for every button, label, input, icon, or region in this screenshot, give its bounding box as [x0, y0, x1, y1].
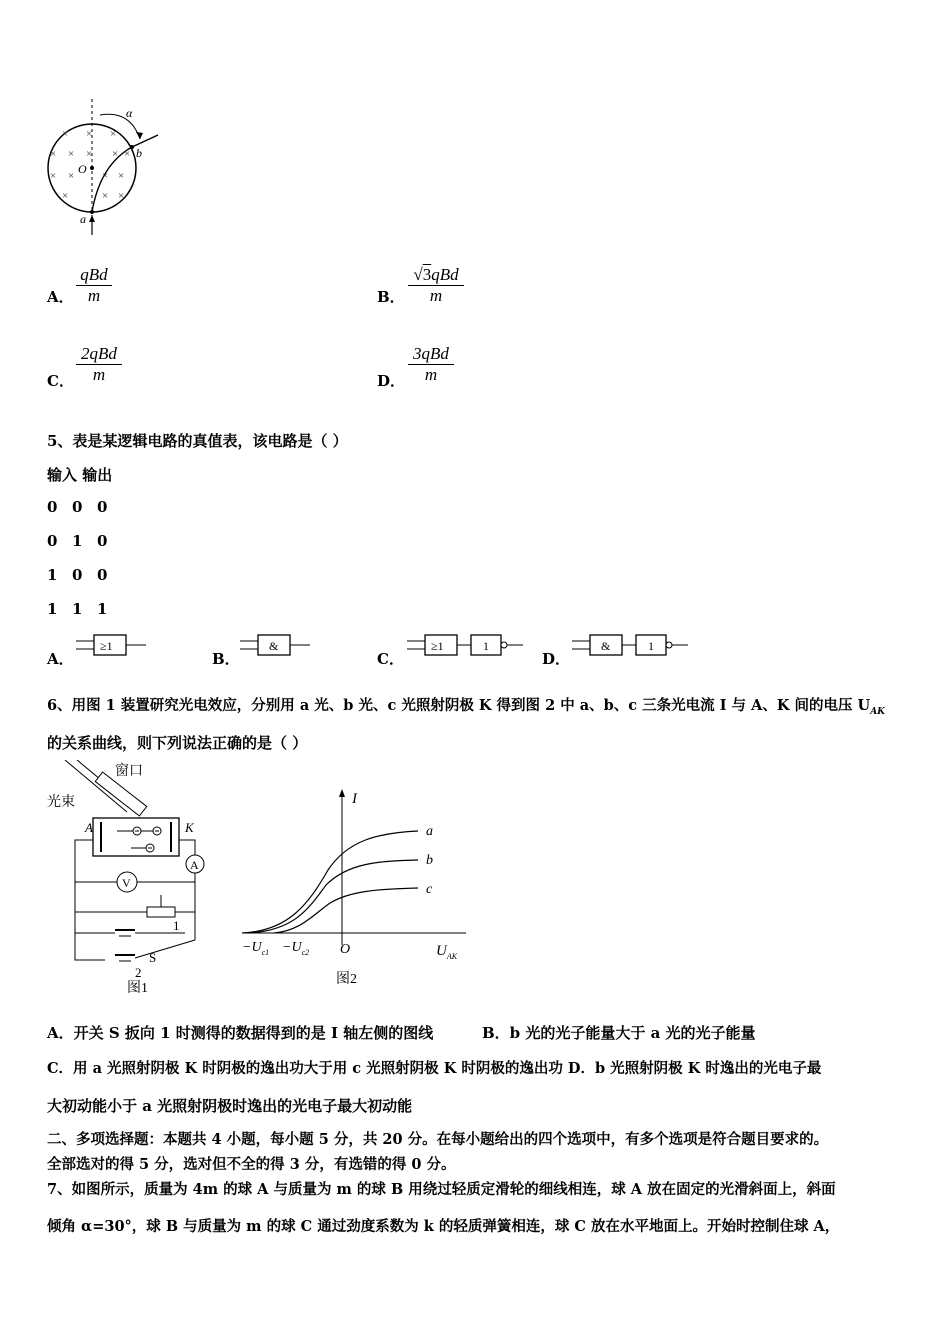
gate-label: & [269, 639, 279, 653]
section2-line1: 二、多项选择题：本题共 4 小题，每小题 5 分，共 20 分。在每小题给出的四个选项中，有多个选项是符合题目要求的。 [47, 1131, 829, 1148]
label-alpha: α [126, 106, 133, 120]
cell: 1 [72, 532, 83, 550]
q6-stem-subscript: AK [870, 706, 886, 717]
figure-1-apparatus [45, 760, 220, 1000]
cross-mark: × [50, 148, 57, 160]
q5-stem: 5、表是某逻辑电路的真值表，该电路是（ ） [47, 432, 348, 450]
figure-2-iu-curves [238, 785, 473, 995]
numerator-rest: qBd [431, 265, 459, 284]
voltmeter-label: V [122, 876, 131, 890]
cross-mark: × [110, 128, 117, 140]
gate-label: & [601, 639, 611, 653]
truth-table-row [47, 532, 122, 550]
numerator: 2qBd [76, 344, 122, 365]
denominator: m [429, 286, 443, 305]
curve-b-label: b [426, 853, 433, 868]
numerator: qBd [76, 265, 112, 286]
label-b: b [136, 146, 142, 160]
curve-c-label: c [426, 882, 433, 897]
nand-gate-symbol [572, 632, 690, 658]
switch-pos-2: 2 [135, 965, 142, 980]
x-axis-label [436, 943, 458, 961]
numerator: 3qBd [408, 344, 454, 365]
cell: 0 [72, 566, 83, 584]
cell: 0 [97, 532, 108, 550]
uc2-main: −U [282, 940, 302, 955]
figure-2-caption: 图2 [336, 972, 357, 987]
uc2-label [282, 940, 309, 957]
point-a [90, 210, 94, 214]
label-a: a [80, 212, 86, 226]
gate-option-c-letter[interactable]: C． [377, 650, 404, 668]
cross-mark: × [102, 170, 109, 182]
cross-mark: × [118, 190, 125, 202]
switch-label: S [149, 950, 157, 965]
truth-table-row [47, 600, 122, 618]
cross-mark: × [68, 148, 75, 160]
vacuum-tube [93, 818, 179, 856]
uc1-label [242, 940, 269, 957]
numerator: √3qBd [408, 265, 464, 286]
label-A: A [85, 820, 93, 835]
uc1-sub: c1 [261, 948, 270, 957]
q6-option-c-d[interactable]: C．用 a 光照射阴极 K 时阴极的逸出功大于用 c 光照射阴极 K 时阴极的逸出功 D．b 光照射阴极 K 时逸出的光电子最 [47, 1060, 822, 1077]
figure-1-caption: 图1 [127, 981, 148, 996]
switch-pos-1: 1 [173, 918, 180, 933]
gate-label: ≥1 [100, 639, 113, 653]
cell: 0 [47, 498, 58, 516]
q6-option-b[interactable]: B．b 光的光子能量大于 a 光的光子能量 [482, 1024, 756, 1042]
option-a-letter[interactable]: A． [47, 288, 74, 306]
option-d-letter[interactable]: D． [377, 372, 406, 390]
point-o [90, 166, 94, 170]
label-K: K [185, 820, 194, 835]
origin-label: O [340, 942, 351, 957]
x-axis-sub: AK [446, 952, 458, 961]
not-label: 1 [648, 639, 654, 653]
curve-c [274, 888, 418, 933]
curve-b [248, 860, 418, 933]
cross-mark: × [62, 190, 69, 202]
cross-mark: × [62, 128, 69, 140]
magnetic-field-figure [40, 95, 170, 245]
curve-a-label: a [426, 824, 433, 839]
cell: 1 [97, 600, 108, 618]
cell: 0 [47, 532, 58, 550]
q7-line1: 7、如图所示，质量为 4m 的球 A 与质量为 m 的球 B 用绕过轻质定滑轮的细线相连，球 A 放在固定的光滑斜面上，斜面 [47, 1181, 836, 1198]
q6-stem-text: 6、用图 1 装置研究光电效应，分别用 a 光、b 光、c 光照射阴极 K 得到图 2 中 a、b、c 三条光电流 I 与 A、K 间的电压 U [47, 697, 871, 714]
cross-mark: × [124, 148, 131, 160]
option-b-letter[interactable]: B． [377, 288, 405, 306]
cross-mark: × [112, 148, 119, 160]
cell: 0 [97, 566, 108, 584]
truth-table-header: 输入 输出 [47, 466, 113, 484]
truth-table-row [47, 566, 122, 584]
cell: 1 [47, 566, 58, 584]
option-c-fraction [76, 344, 122, 385]
label-window: 窗口 [115, 764, 143, 779]
cross-mark: × [86, 148, 93, 160]
y-axis-label: I [352, 791, 357, 807]
cross-mark: × [102, 190, 109, 202]
sqrt-radicand: 3 [422, 265, 432, 284]
gate-label: ≥1 [431, 639, 444, 653]
q6-stem-line2: 的关系曲线，则下列说法正确的是（ ） [47, 734, 308, 752]
cross-mark: × [68, 170, 75, 182]
angle-arrowhead [136, 132, 143, 139]
cross-mark: × [86, 128, 93, 140]
option-b-fraction [408, 265, 464, 306]
gate-option-d-letter[interactable]: D． [542, 650, 571, 668]
point-b [130, 145, 134, 149]
section2-line2: 全部选对的得 5 分，选对但不全的得 3 分，有选错的得 0 分。 [47, 1156, 456, 1173]
denominator: m [424, 365, 438, 384]
rheostat [147, 907, 175, 917]
cross-mark: × [50, 170, 57, 182]
q6-option-d-cont[interactable]: 大初动能小于 a 光照射阴极时逸出的光电子最大初动能 [47, 1097, 413, 1115]
entry-arrowhead [89, 215, 95, 222]
nor-gate-symbol [407, 632, 525, 658]
cell: 0 [72, 498, 83, 516]
q7-line2: 倾角 α=30°，球 B 与质量为 m 的球 C 通过劲度系数为 k 的轻质弹簧相连，球 C 放在水平地面上。开始时控制住球 A， [47, 1218, 840, 1235]
x-axis-main: U [436, 943, 447, 959]
q6-stem-line1 [47, 694, 885, 717]
label-o: O [78, 162, 87, 176]
truth-table-row [47, 498, 122, 516]
cell: 0 [97, 498, 108, 516]
or-gate-symbol [76, 632, 148, 658]
cross-mark: × [118, 170, 125, 182]
cell: 1 [47, 600, 58, 618]
denominator: m [92, 365, 106, 384]
q6-option-a[interactable]: A．开关 S 扳向 1 时测得的数据得到的是 I 轴左侧的图线 [47, 1024, 434, 1042]
ammeter-label: A [190, 858, 199, 872]
cell: 1 [72, 600, 83, 618]
gate-option-a-letter[interactable]: A． [47, 650, 74, 668]
option-c-letter[interactable]: C． [47, 372, 74, 390]
not-label: 1 [483, 639, 489, 653]
option-a-fraction [76, 265, 112, 306]
gate-option-b-letter[interactable]: B． [212, 650, 240, 668]
and-gate-symbol [240, 632, 312, 658]
label-beam: 光束 [47, 795, 75, 810]
uc2-sub: c2 [301, 948, 310, 957]
uc1-main: −U [242, 940, 262, 955]
option-d-fraction [408, 344, 454, 385]
denominator: m [87, 286, 101, 305]
